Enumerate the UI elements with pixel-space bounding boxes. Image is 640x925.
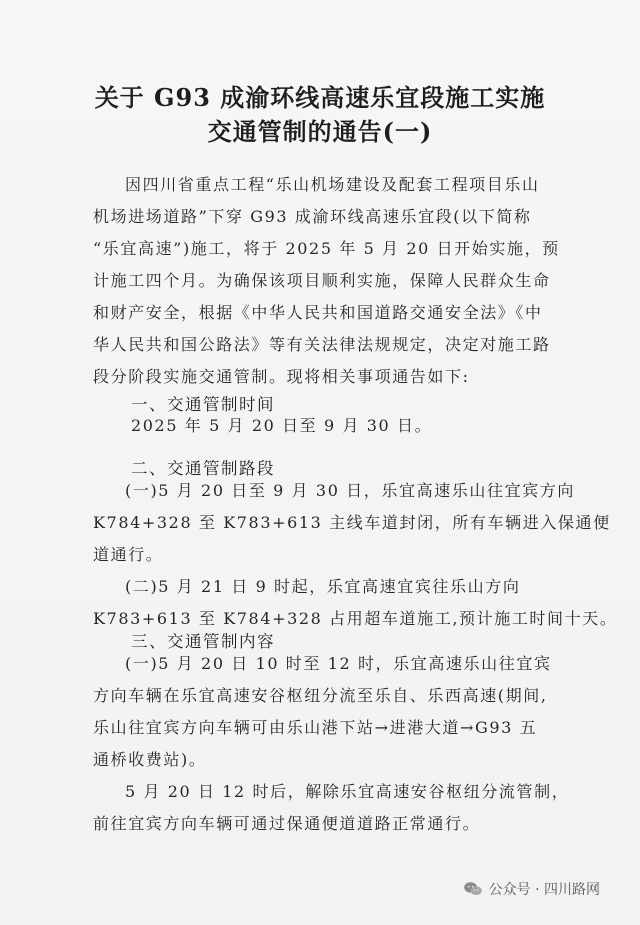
text-line: (一)5 月 20 日 10 时至 12 时，乐宜高速乐山往宜宾 bbox=[125, 654, 552, 673]
text-line: 华人民共和国公路法》等有关法律法规规定，决定对施工路 bbox=[93, 335, 551, 354]
section-content-body bbox=[93, 648, 570, 840]
document-title-line2: 交通管制的通告(一) bbox=[207, 117, 433, 146]
section-heading-road: 二、交通管制路段 bbox=[131, 459, 275, 478]
text-line: 乐山往宜宾方向车辆可由乐山港下站→进港大道→G93 五 bbox=[93, 718, 538, 737]
watermark bbox=[463, 879, 600, 899]
section-time-body bbox=[93, 410, 553, 442]
text-line: 方向车辆在乐宜高速安谷枢纽分流至乐自、乐西高速(期间, bbox=[93, 686, 548, 705]
text-line: 段分阶段实施交通管制。现将相关事项通告如下: bbox=[93, 367, 470, 386]
text-line: 和财产安全，根据《中华人民共和国道路交通安全法》《中 bbox=[93, 303, 543, 322]
text-line: (一)5 月 20 日至 9 月 30 日，乐宜高速乐山往宜宾方向 bbox=[125, 481, 575, 500]
text-line: K783+613 至 K784+328 占用超车道施工,预计施工时间十天。 bbox=[93, 609, 618, 628]
text-line: 通桥收费站)。 bbox=[93, 750, 207, 769]
text-line: 机场进场道路”下穿 G93 成渝环线高速乐宜段(以下简称 bbox=[93, 207, 532, 226]
text-line: K784+328 至 K783+613 主线车道封闭，所有车辆进入保通便 bbox=[93, 513, 611, 532]
text-line: (二)5 月 21 日 9 时起，乐宜高速宜宾往乐山方向 bbox=[125, 577, 521, 596]
text-line: 2025 年 5 月 20 日至 9 月 30 日。 bbox=[131, 416, 433, 435]
text-line: 因四川省重点工程“乐山机场建设及配套工程项目乐山 bbox=[125, 175, 540, 194]
section-road-body bbox=[93, 475, 618, 635]
watermark-text: 公众号 · 四川路网 bbox=[488, 882, 600, 898]
text-line: 计施工四个月。为确保该项目顺利实施，保障人民群众生命 bbox=[93, 271, 551, 290]
text-line: 道通行。 bbox=[93, 545, 164, 564]
intro-paragraph bbox=[93, 169, 560, 393]
section-heading-content: 三、交通管制内容 bbox=[131, 632, 275, 651]
document-title-line1: 关于 G93 成渝环线高速乐宜段施工实施 bbox=[94, 83, 546, 112]
text-line: 前往宜宾方向车辆可通过保通便道道路正常通行。 bbox=[93, 814, 481, 833]
text-line: 5 月 20 日 12 时后，解除乐宜高速安谷枢纽分流管制， bbox=[125, 782, 570, 801]
wechat-icon bbox=[463, 881, 483, 897]
text-line: “乐宜高速”)施工，将于 2025 年 5 月 20 日开始实施，预 bbox=[93, 239, 560, 258]
section-heading-time: 一、交通管制时间 bbox=[131, 395, 275, 414]
